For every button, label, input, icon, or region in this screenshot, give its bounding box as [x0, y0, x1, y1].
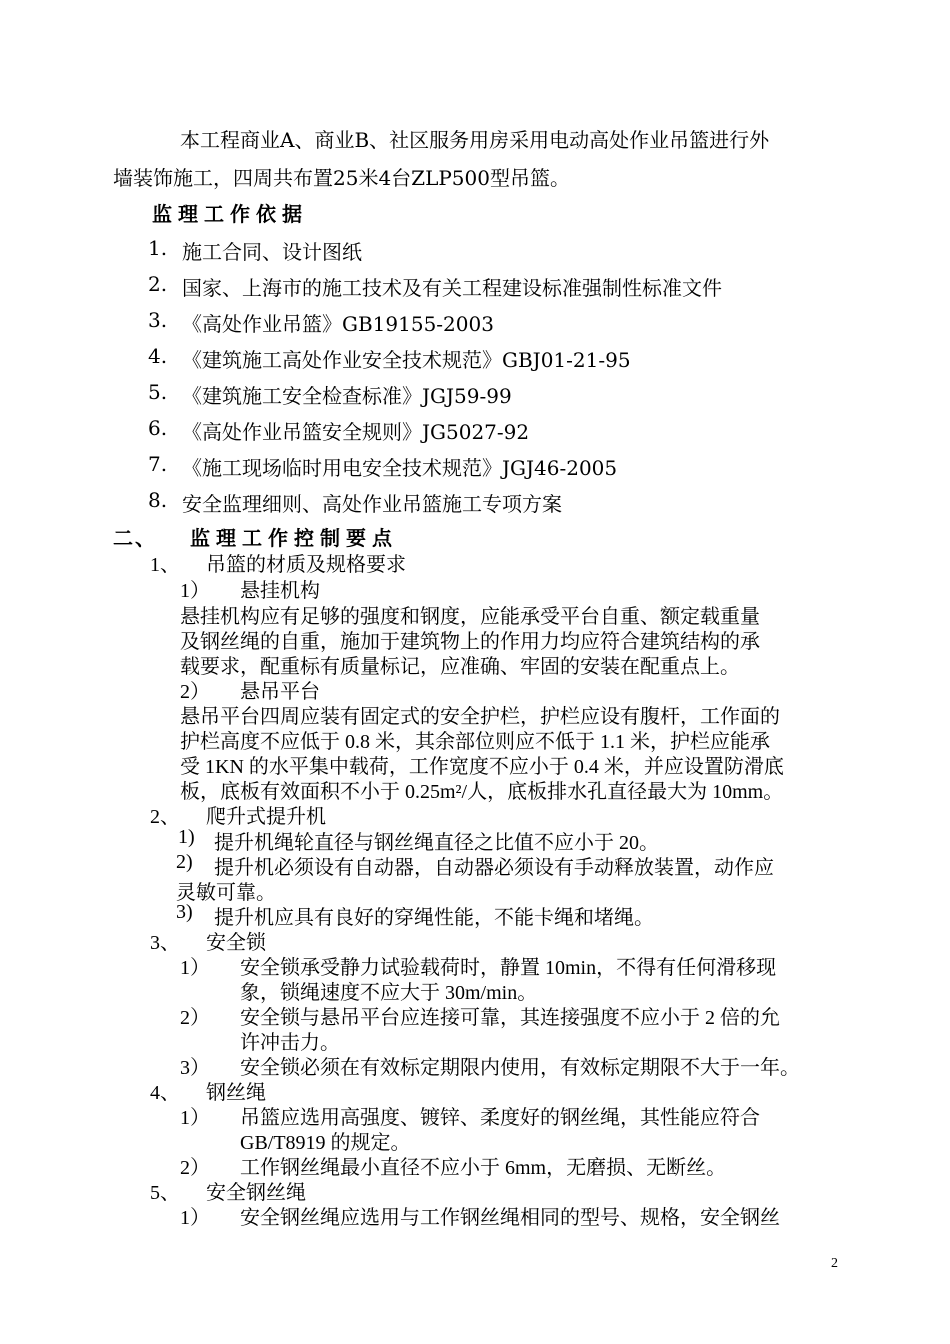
- s3-i3-num: 3）: [180, 1057, 210, 1079]
- basis-item-num: 1.: [148, 236, 168, 260]
- s2-i2-line: 灵敏可靠。: [176, 882, 276, 904]
- s4-i1-line: 吊篮应选用高强度、镀锌、柔度好的钢丝绳，其性能应符合: [240, 1107, 760, 1129]
- s4-title: 钢丝绳: [206, 1082, 266, 1104]
- s4-i2-num: 2）: [180, 1157, 210, 1179]
- s3-title: 安全锁: [206, 932, 266, 954]
- s2-i2-num: 2): [176, 851, 193, 873]
- s2-i2-line: 提升机必须设有自动器，自动器必须设有手动释放装置，动作应: [214, 857, 774, 879]
- s1-num: 1、: [150, 554, 180, 576]
- s2-num: 2、: [150, 806, 180, 828]
- s2-i3: 提升机应具有良好的穿绳性能，不能卡绳和堵绳。: [214, 907, 654, 929]
- s2-i3-num: 3): [176, 901, 193, 923]
- s2-title: 爬升式提升机: [206, 806, 326, 828]
- s1-b-line: 护栏高度不应低于 0.8 米，其余部位则应不低于 1.1 米，护栏应能承: [180, 731, 770, 753]
- basis-item-num: 7.: [148, 452, 168, 476]
- basis-item-num: 8.: [148, 488, 168, 512]
- basis-item-num: 2.: [148, 272, 168, 296]
- basis-item-num: 4.: [148, 344, 168, 368]
- s4-i1-line: GB/T8919 的规定。: [240, 1132, 411, 1154]
- s1-a-title: 悬挂机构: [240, 580, 320, 602]
- s3-i1-line: 安全锁承受静力试验载荷时，静置 10min，不得有任何滑移现: [240, 957, 777, 979]
- page-number: 2: [831, 1256, 838, 1271]
- s4-i1-num: 1）: [180, 1107, 210, 1129]
- s1-b-line: 悬吊平台四周应装有固定式的安全护栏，护栏应设有腹杆，工作面的: [180, 706, 780, 728]
- s1-a-num: 1）: [180, 580, 210, 602]
- basis-item-text: 《高处作业吊篮》GB19155-2003: [182, 312, 494, 336]
- basis-item-num: 6.: [148, 416, 168, 440]
- s3-i1-num: 1）: [180, 957, 210, 979]
- s2-i1: 提升机绳轮直径与钢丝绳直径之比值不应小于 20。: [214, 832, 659, 854]
- intro-line-1: 本工程商业A、商业B、社区服务用房采用电动高处作业吊篮进行外: [180, 128, 770, 152]
- control-heading-num: 二、: [113, 526, 157, 550]
- s1-a-line: 悬挂机构应有足够的强度和钢度，应能承受平台自重、额定载重量: [180, 606, 760, 628]
- s1-b-line: 受 1KN 的水平集中载荷，工作宽度不应小于 0.4 米，并应设置防滑底: [180, 756, 784, 778]
- s3-i1-line: 象，锁绳速度不应大于 30m/min。: [240, 982, 538, 1004]
- basis-item-num: 5.: [148, 380, 168, 404]
- s3-i2-line: 许冲击力。: [240, 1032, 340, 1054]
- basis-item-text: 《建筑施工安全检查标准》JGJ59-99: [182, 384, 512, 408]
- s4-i2: 工作钢丝绳最小直径不应小于 6mm，无磨损、无断丝。: [240, 1157, 727, 1179]
- basis-item-text: 国家、上海市的施工技术及有关工程建设标准强制性标准文件: [182, 276, 722, 300]
- basis-item-num: 3.: [148, 308, 168, 332]
- s2-i1-num: 1): [178, 826, 195, 848]
- s5-i1-num: 1）: [180, 1207, 210, 1229]
- basis-item-text: 安全监理细则、高处作业吊篮施工专项方案: [182, 492, 562, 516]
- basis-item-text: 《施工现场临时用电安全技术规范》JGJ46-2005: [182, 456, 618, 480]
- s1-title: 吊篮的材质及规格要求: [206, 554, 406, 576]
- s3-i3: 安全锁必须在有效标定期限内使用，有效标定期限不大于一年。: [240, 1057, 800, 1079]
- s5-i1-line: 安全钢丝绳应选用与工作钢丝绳相同的型号、规格，安全钢丝: [240, 1207, 780, 1229]
- s1-a-line: 载要求，配重标有质量标记，应准确、牢固的安装在配重点上。: [180, 656, 740, 678]
- basis-item-text: 《建筑施工高处作业安全技术规范》GBJ01-21-95: [182, 348, 631, 372]
- intro-line-2: 墙装饰施工，四周共布置25米4台ZLP500型吊篮。: [113, 166, 570, 190]
- s5-title: 安全钢丝绳: [206, 1182, 306, 1204]
- basis-heading: 监理工作依据: [152, 202, 308, 226]
- control-heading: 监理工作控制要点: [190, 526, 398, 550]
- s3-i2-line: 安全锁与悬吊平台应连接可靠，其连接强度不应小于 2 倍的允: [240, 1007, 780, 1029]
- s5-num: 5、: [150, 1182, 180, 1204]
- s1-b-num: 2）: [180, 681, 210, 703]
- s1-a-line: 及钢丝绳的自重，施加于建筑物上的作用力均应符合建筑结构的承: [180, 631, 760, 653]
- s4-num: 4、: [150, 1082, 180, 1104]
- basis-item-text: 《高处作业吊篮安全规则》JG5027-92: [182, 420, 530, 444]
- basis-item-text: 施工合同、设计图纸: [182, 240, 362, 264]
- s1-b-line: 板，底板有效面积不小于 0.25m²/人，底板排水孔直径最大为 10mm。: [180, 781, 784, 803]
- s3-i2-num: 2）: [180, 1007, 210, 1029]
- s1-b-title: 悬吊平台: [240, 681, 320, 703]
- s3-num: 3、: [150, 932, 180, 954]
